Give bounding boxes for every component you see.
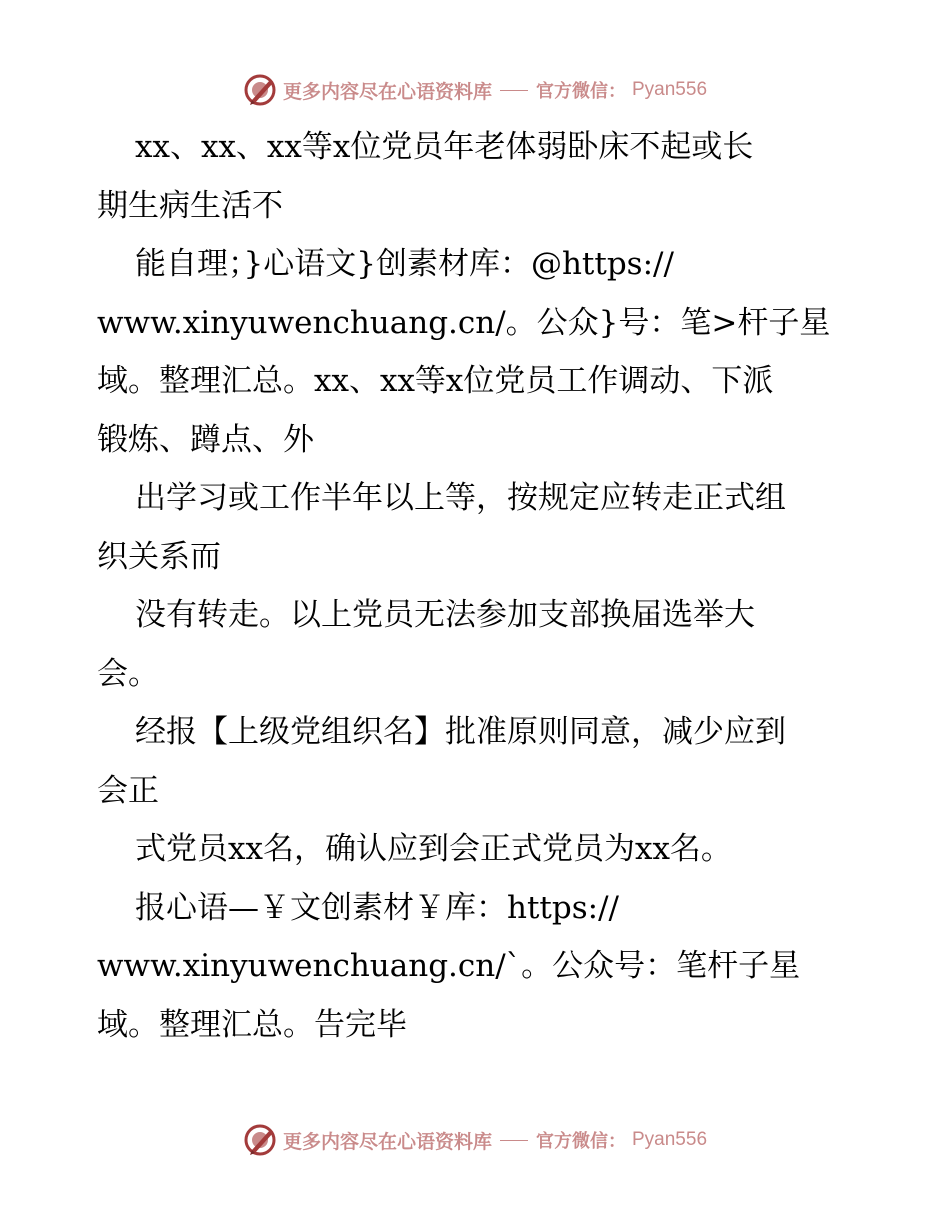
- body-line: www.xinyuwenchuang.cn/。公众}号：笔>杆子星: [97, 304, 831, 341]
- banner-wechat-id: Pyan556: [632, 1129, 708, 1150]
- body-line: 没有转走。以上党员无法参加支部换届选举大: [135, 597, 755, 633]
- footer-banner: [0, 1120, 950, 1160]
- pen-logo-icon: [243, 73, 277, 107]
- body-line: 域。整理汇总。告完毕: [97, 1006, 407, 1043]
- body-line: 会。: [97, 655, 159, 692]
- body-line: 经报【上级党组织名】批准原则同意，减少应到: [135, 714, 786, 750]
- banner-wechat-label: 官方微信：: [536, 81, 626, 102]
- body-line: xx、xx、xx等x位党员年老体弱卧床不起或长: [135, 129, 754, 165]
- banner-text: 更多内容尽在心语资料库: [282, 80, 492, 103]
- body-line: 会正: [97, 772, 159, 809]
- body-line: 出学习或工作半年以上等，按规定应转走正式组: [135, 480, 786, 516]
- banner-text: 更多内容尽在心语资料库: [282, 1130, 492, 1153]
- header-banner: [0, 70, 950, 110]
- body-line: 域。整理汇总。xx、xx等x位党员工作调动、下派: [97, 363, 774, 399]
- body-line: 能自理；}心语文}创素材库：@https://: [135, 246, 674, 282]
- banner-dash: [500, 90, 528, 91]
- body-line: www.xinyuwenchuang.cn/`。公众号：笔杆子星: [97, 948, 801, 984]
- pen-logo-icon: [243, 1123, 277, 1157]
- body-line: 期生病生活不: [97, 187, 283, 224]
- banner-dash: [500, 1140, 528, 1141]
- body-line: 报心语—￥文创素材￥库：https://: [135, 889, 619, 926]
- banner-wechat-label: 官方微信：: [536, 1131, 626, 1152]
- document-body: [97, 118, 857, 1054]
- body-line: 锻炼、蹲点、外: [97, 421, 314, 458]
- banner-wechat-id: Pyan556: [632, 79, 708, 100]
- body-line: 式党员xx名，确认应到会正式党员为xx名。: [135, 831, 732, 867]
- body-line: 织关系而: [97, 538, 221, 575]
